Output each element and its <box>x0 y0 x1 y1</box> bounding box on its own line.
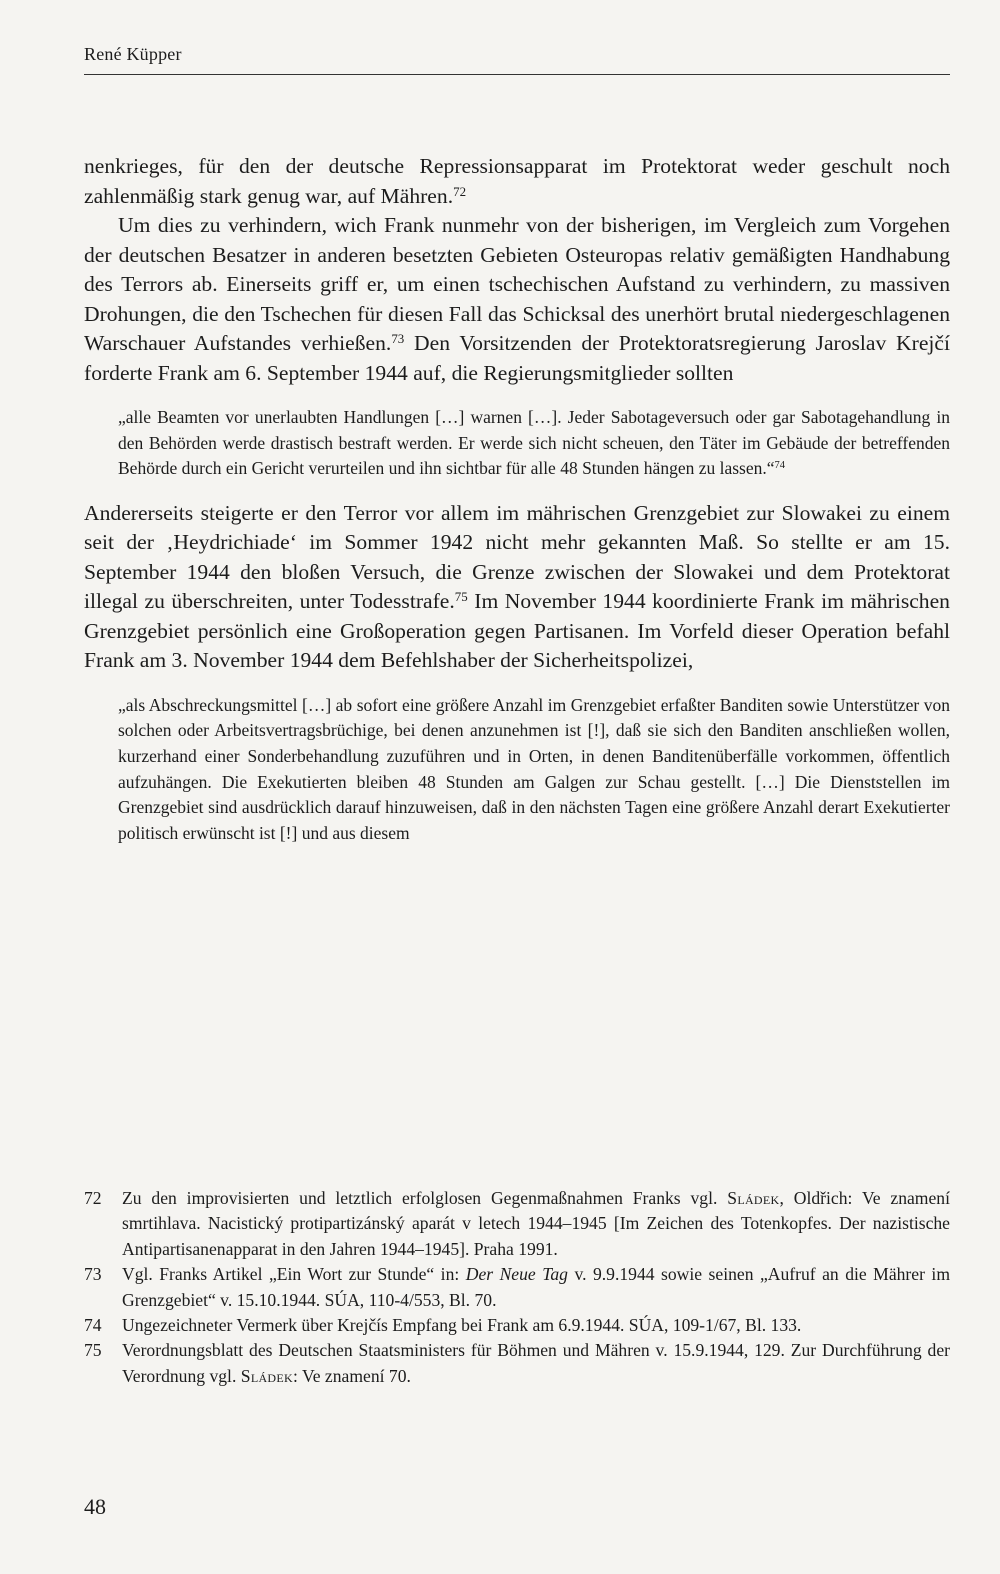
footnote-72 <box>84 1186 950 1262</box>
paragraph-1 <box>84 152 950 211</box>
running-head-author: René Küpper <box>84 44 182 64</box>
footnote-text-part: : Ve znamení 70. <box>293 1365 411 1386</box>
footnote-text-part: Verordnungsblatt des Deutschen Staatsministers für Böhmen und Mähren v. 15.9.1944, 129. Zur Durchführung der Verordnung vgl. <box>122 1340 950 1386</box>
block-quote-1 <box>118 405 950 482</box>
footnote-75 <box>84 1338 950 1389</box>
footnote-text <box>122 1186 950 1262</box>
paragraph-3-text-b: Im November 1944 koordinierte Frank im mährischen Grenzgebiet persönlich eine Großoperation gegen Partisanen. Im Vorfeld dieser Operation befahl Frank am 3. November 1944 dem Befehlshaber der Sicherheitspolizei, <box>84 589 950 673</box>
footnote-number: 74 <box>84 1315 102 1336</box>
footnote-73 <box>84 1262 950 1313</box>
footnotes <box>84 1186 950 1389</box>
paragraph-2-text-a: Um dies zu verhindern, wich Frank nunmehr von der bisherigen, im Vergleich zum Vorgehen der deutschen Besatzer in anderen besetzten Gebieten Osteuropas relativ gemäßigten Handhabung des Terrors ab. Einerseits griff er, um einen tschechischen Aufstand zu verhindern, zu massiven Drohungen, die den Tschechen für diesen Fall das Schicksal des unerhört brutal niedergeschlagenen Warschauer Aufstandes verhießen. <box>84 213 950 355</box>
footnote-text-part: Vgl. Franks Artikel „Ein Wort zur Stunde“ in: <box>122 1264 466 1285</box>
footnote-74 <box>84 1313 950 1338</box>
footnote-ref-75: 75 <box>454 589 468 605</box>
block-quote-1-text: „alle Beamten vor unerlaubten Handlungen […] warnen […]. Jeder Sabotageversuch oder gar Sabotagehandlung in den Behörden werde drastisch bestraft werden. Er werde sich nicht scheuen, den Täter im Gebäude der betreffenden Behörde durch ein Gericht verurteilen und ihn sichtbar für alle 48 Stunden hängen zu lassen.“ <box>118 407 950 479</box>
footnote-title-italic: Der Neue Tag <box>465 1264 568 1285</box>
footnote-number: 75 <box>84 1340 102 1361</box>
paragraph-2 <box>84 211 950 388</box>
block-quote-2 <box>118 693 950 847</box>
footnote-ref-74: 74 <box>774 460 786 472</box>
footnote-author-smallcaps: Sládek <box>240 1365 293 1386</box>
header-rule <box>84 74 950 75</box>
main-text <box>84 152 950 863</box>
footnote-text-part: , Oldřich: Ve znamení smrtihlava. Nacistický protipartizánský aparát v letech 1944–1945 [Im Zeichen des Totenkopfes. Der nazistische Antipartisanenapparat in den Jahren 1944–1945]. Praha 1991. <box>122 1188 950 1259</box>
footnote-author-smallcaps: Sládek <box>727 1188 780 1208</box>
paragraph-2-text-b: Den Vorsitzenden der Protektoratsregierung Jaroslav Krejčí forderte Frank am 6. September 1944 auf, die Regierungsmitglieder sollten <box>84 331 950 385</box>
footnote-text-part: Zu den improvisierten und letztlich erfolglosen Gegenmaßnahmen Franks vgl. <box>122 1188 728 1208</box>
paragraph-3 <box>84 499 950 676</box>
footnote-text <box>122 1338 950 1389</box>
footnote-ref-72: 72 <box>453 183 467 199</box>
block-quote-2-text: „als Abschreckungsmittel […] ab sofort eine größere Anzahl im Grenzgebiet erfaßter Banditen sowie Unterstützer von solchen oder Arbeitsvertragsbrüchige, bei denen anzunehmen ist [!], daß sie sich den Banditen anschließen wollen, kurzerhand einer Sonderbehandlung zuzuführen und in Orten, in denen Banditenüberfälle vorkommen, öffentlich aufzuhängen. Die Exekutierten bleiben 48 Stunden am Galgen zur Schau gestellt. […] Die Dienststellen im Grenzgebiet sind ausdrücklich darauf hinzuweisen, daß in den nächsten Tagen eine größere Anzahl derart Exekutierter politisch erwünscht ist [!] und aus diesem <box>118 694 950 843</box>
footnote-text: Ungezeichneter Vermerk über Krejčís Empfang bei Frank am 6.9.1944. SÚA, 109-1/67, Bl. 133. <box>122 1315 802 1336</box>
paragraph-3-text-a: Andererseits steigerte er den Terror vor allem im mährischen Grenzgebiet zur Slowakei zu einem seit der ‚Heydrichiade‘ im Sommer 1942 nicht mehr gekannten Maß. So stellte er am 15. September 1944 den bloßen Versuch, die Grenze zwischen der Slowakei und dem Protektorat illegal zu überschreiten, unter Todesstrafe. <box>84 500 950 614</box>
footnote-number: 72 <box>84 1188 102 1208</box>
footnote-text <box>122 1262 950 1313</box>
paragraph-1-text: nenkrieges, für den der deutsche Repressionsapparat im Protektorat weder geschult noch zahlenmäßig stark genug war, auf Mähren. <box>84 154 950 208</box>
footnote-text-part: v. 9.9.1944 sowie seinen „Aufruf an die Mährer im Grenzgebiet“ v. 15.10.1944. SÚA, 110-4/553, Bl. 70. <box>122 1264 951 1310</box>
footnote-number: 73 <box>84 1264 102 1285</box>
footnote-ref-73: 73 <box>391 330 405 346</box>
page-number: 48 <box>84 1494 106 1519</box>
